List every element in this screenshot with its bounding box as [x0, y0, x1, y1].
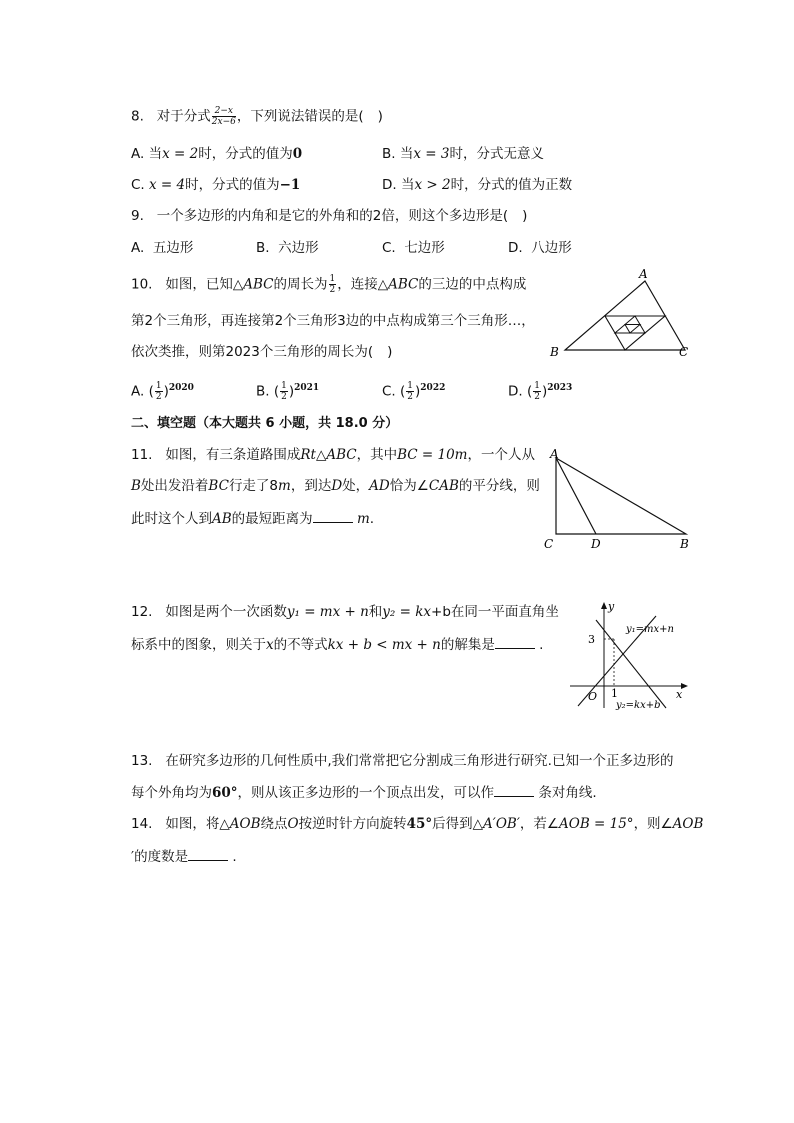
label-a: A — [639, 267, 648, 281]
q9-option-c[interactable]: C. 七边形 — [382, 240, 445, 256]
label-origin: O — [588, 690, 598, 703]
q9-stem: 9. 一个多边形的内角和是它的外角和的2倍，则这个多边形是( ) — [131, 208, 528, 224]
section-title: 二、填空题（本大题共 6 小题，共 18.0 分） — [131, 416, 399, 431]
q8-fraction: $\frac{2-x}{2x-6}$ — [211, 106, 236, 127]
label-y: y — [608, 600, 615, 613]
q8-number: 8. — [131, 108, 144, 125]
label-a: A — [550, 447, 559, 461]
q13-number: 13. — [131, 753, 153, 769]
q9-option-b[interactable]: B. 六边形 — [256, 240, 319, 256]
q8-option-c[interactable]: C. x = 4时，分式的值为−1 — [131, 177, 301, 193]
q11-right-triangle-figure — [538, 446, 698, 554]
q14-stem-line2: ′的度数是 . — [131, 846, 237, 867]
q9-option-a[interactable]: A. 五边形 — [131, 240, 194, 256]
q12-answer-blank[interactable] — [495, 634, 535, 649]
q10-stem-line2: 第2个三角形，再连接第2个三角形3边的中点构成第三个三角形…， — [131, 313, 535, 329]
q11-stem-line3: 此时这个人到AB的最短距离为 m. — [131, 508, 374, 529]
q10-stem-line3: 依次类推，则第2023个三角形的周长为( ) — [131, 344, 393, 360]
q8-option-b[interactable]: B. 当x = 3时，分式无意义 — [382, 146, 544, 162]
q14-stem-line1: 14. 如图，将△AOB绕点O按逆时针方向旋转45°后得到△A′OB′，若∠AOB = 15°，则∠AOB — [131, 816, 704, 832]
midpoint-triangle-4 — [625, 325, 640, 334]
q12-stem-line2: 标系中的图象，则关于x的不等式kx + b < mx + n的解集是 . — [131, 634, 543, 655]
q9-option-d[interactable]: D. 八边形 — [508, 240, 572, 256]
q8-stem-pre: 对于分式 — [156, 108, 211, 125]
q10-stem-line1: 10. 如图，已知△ABC的周长为 $\frac{1}{2}$ ，连接△ABC的三边的中点构成 — [131, 274, 527, 295]
q8-option-a[interactable]: A. 当x = 2时，分式的值为0 — [131, 146, 303, 162]
label-d: D — [591, 537, 601, 551]
q10-perimeter-fraction: $\frac{1}{2}$ — [329, 274, 336, 295]
q8-stem: 8. 对于分式 $\frac{2-x}{2x-6}$ ，下列说法错误的是( ) — [131, 106, 383, 127]
q12-number: 12. — [131, 604, 153, 620]
q14-answer-blank[interactable] — [188, 846, 228, 861]
q14-number: 14. — [131, 816, 153, 832]
q11-stem-line2: B处出发沿着BC行走了8m，到达D处，AD恰为∠CAB的平分线，则 — [131, 478, 540, 494]
q12-stem-line1: 12. 如图是两个一次函数y₁ = mx + n和y₂ = kx+b在同一平面直角坐 — [131, 604, 559, 620]
q10-option-d[interactable]: D. ( $\frac{1}{2}$ )$^{2023}$ — [508, 381, 573, 402]
label-c: C — [679, 345, 689, 359]
q13-stem-line1: 13. 在研究多边形的几何性质中,我们常常把它分割成三角形进行研究.已知一个正多边形的 — [131, 753, 674, 769]
label-y1: y₁=mx+n — [626, 624, 674, 635]
label-y2: y₂=kx+b — [616, 700, 661, 711]
label-x: x — [676, 688, 683, 701]
label-three: 3 — [588, 633, 595, 646]
q13-stem-line2: 每个外角均为60°，则从该正多边形的一个顶点出发，可以作 条对角线. — [131, 782, 597, 803]
q10-option-b[interactable]: B. ( $\frac{1}{2}$ )$^{2021}$ — [256, 381, 320, 402]
q10-number: 10. — [131, 276, 153, 293]
q11-stem-line1: 11. 如图，有三条道路围成Rt△ABC，其中BC = 10m，一个人从 — [131, 447, 535, 463]
q11-answer-blank[interactable] — [313, 508, 353, 523]
q10-triangle-figure — [545, 266, 695, 362]
q13-answer-blank[interactable] — [494, 782, 534, 797]
q10-option-c[interactable]: C. ( $\frac{1}{2}$ )$^{2022}$ — [382, 381, 446, 402]
label-one: 1 — [611, 687, 618, 700]
q11-number: 11. — [131, 447, 153, 463]
q12-graph-figure — [566, 598, 694, 718]
q9-number: 9. — [131, 208, 144, 224]
label-c: C — [544, 537, 554, 551]
label-b: B — [550, 345, 559, 359]
label-b: B — [680, 537, 689, 551]
q8-option-d[interactable]: D. 当x > 2时，分式的值为正数 — [382, 177, 573, 193]
q10-option-a[interactable]: A. ( $\frac{1}{2}$ )$^{2020}$ — [131, 381, 194, 402]
y-arrow — [601, 602, 607, 609]
